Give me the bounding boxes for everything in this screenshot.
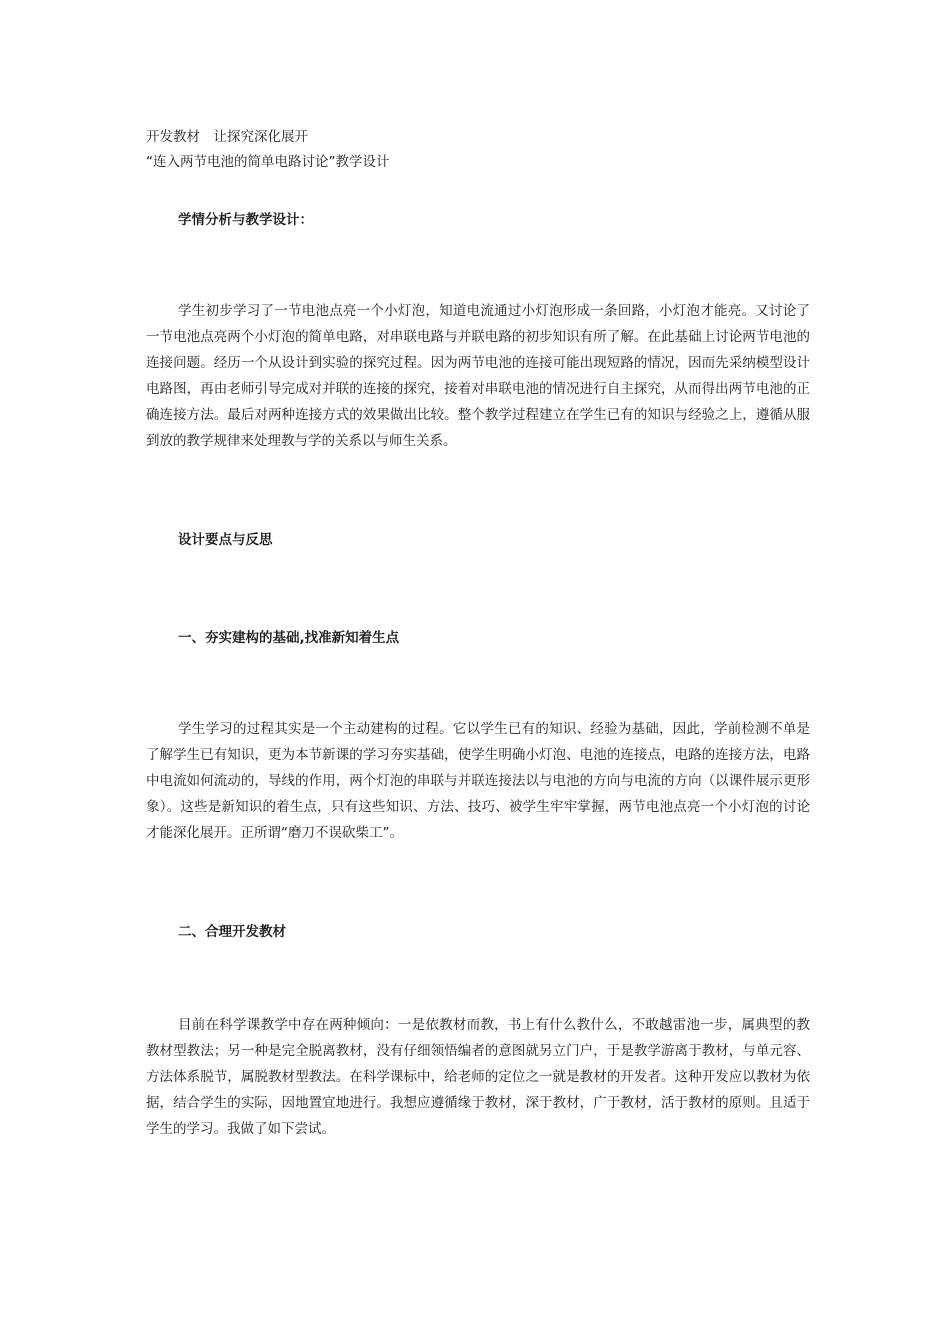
section-heading-design-points: 设计要点与反思 [178, 532, 273, 548]
section-heading-analysis: 学情分析与教学设计： [178, 212, 313, 228]
doc-subtitle: “连入两节电池的简单电路讨论”教学设计 [146, 154, 390, 170]
doc-title: 开发教材 让探究深化展开 [146, 129, 308, 145]
paragraph-one: 学生学习的过程其实是一个主动建构的过程。它以学生已有的知识、经验为基础，因此，学前检测不单是了解学生已有知识，更为本节新课的学习夯实基础，使学生明确小灯泡、电池的连接点，电路的连接方法，电路中电流如何流动的，导线的作用，两个灯泡的串联与并联连接法以与电池的方向与电流的方向（以课件展示更形象）。这些是新知识的着生点，只有这些知识、方法、技巧、被学生牢牢掌握，两节电池点亮一个小灯泡的讨论才能深化展开。正所谓“磨刀不误砍柴工”。 [146, 721, 810, 841]
paragraph-analysis: 学生初步学习了一节电池点亮一个小灯泡，知道电流通过小灯泡形成一条回路，小灯泡才能亮。又讨论了一节电池点亮两个小灯泡的简单电路，对串联电路与并联电路的初步知识有所了解。在此基础上讨论两节电池的连接问题。经历一个从设计到实验的探究过程。因为两节电池的连接可能出现短路的情况，因而先采纳模型设计电路图，再由老师引导完成对并联的连接的探究，接着对串联电池的情况进行自主探究，从而得出两节电池的正确连接方法。最后对两种连接方式的效果做出比较。整个教学过程建立在学生已有的知识与经验之上，遵循从服到放的教学规律来处理教与学的关系以与师生关系。 [146, 303, 810, 449]
paragraph-two: 目前在科学课教学中存在两种倾向：一是依教材而教，书上有什么教什么，不敢越雷池一步，属典型的教教材型教法；另一种是完全脱离教材，没有仔细领悟编者的意图就另立门户，于是教学游离于教材，与单元容、方法体系脱节，属脱教材型教法。在科学课标中，给老师的定位之一就是教材的开发者。这种开发应以教材为依据，结合学生的实际，因地置宜地进行。我想应遵循缘于教材，深于教材，广于教材，活于教材的原则。且适于学生的学习。我做了如下尝试。 [146, 1017, 810, 1137]
section-heading-one: 一、夯实建构的基础,找准新知着生点 [178, 630, 400, 646]
section-heading-two: 二、合理开发教材 [178, 924, 286, 940]
